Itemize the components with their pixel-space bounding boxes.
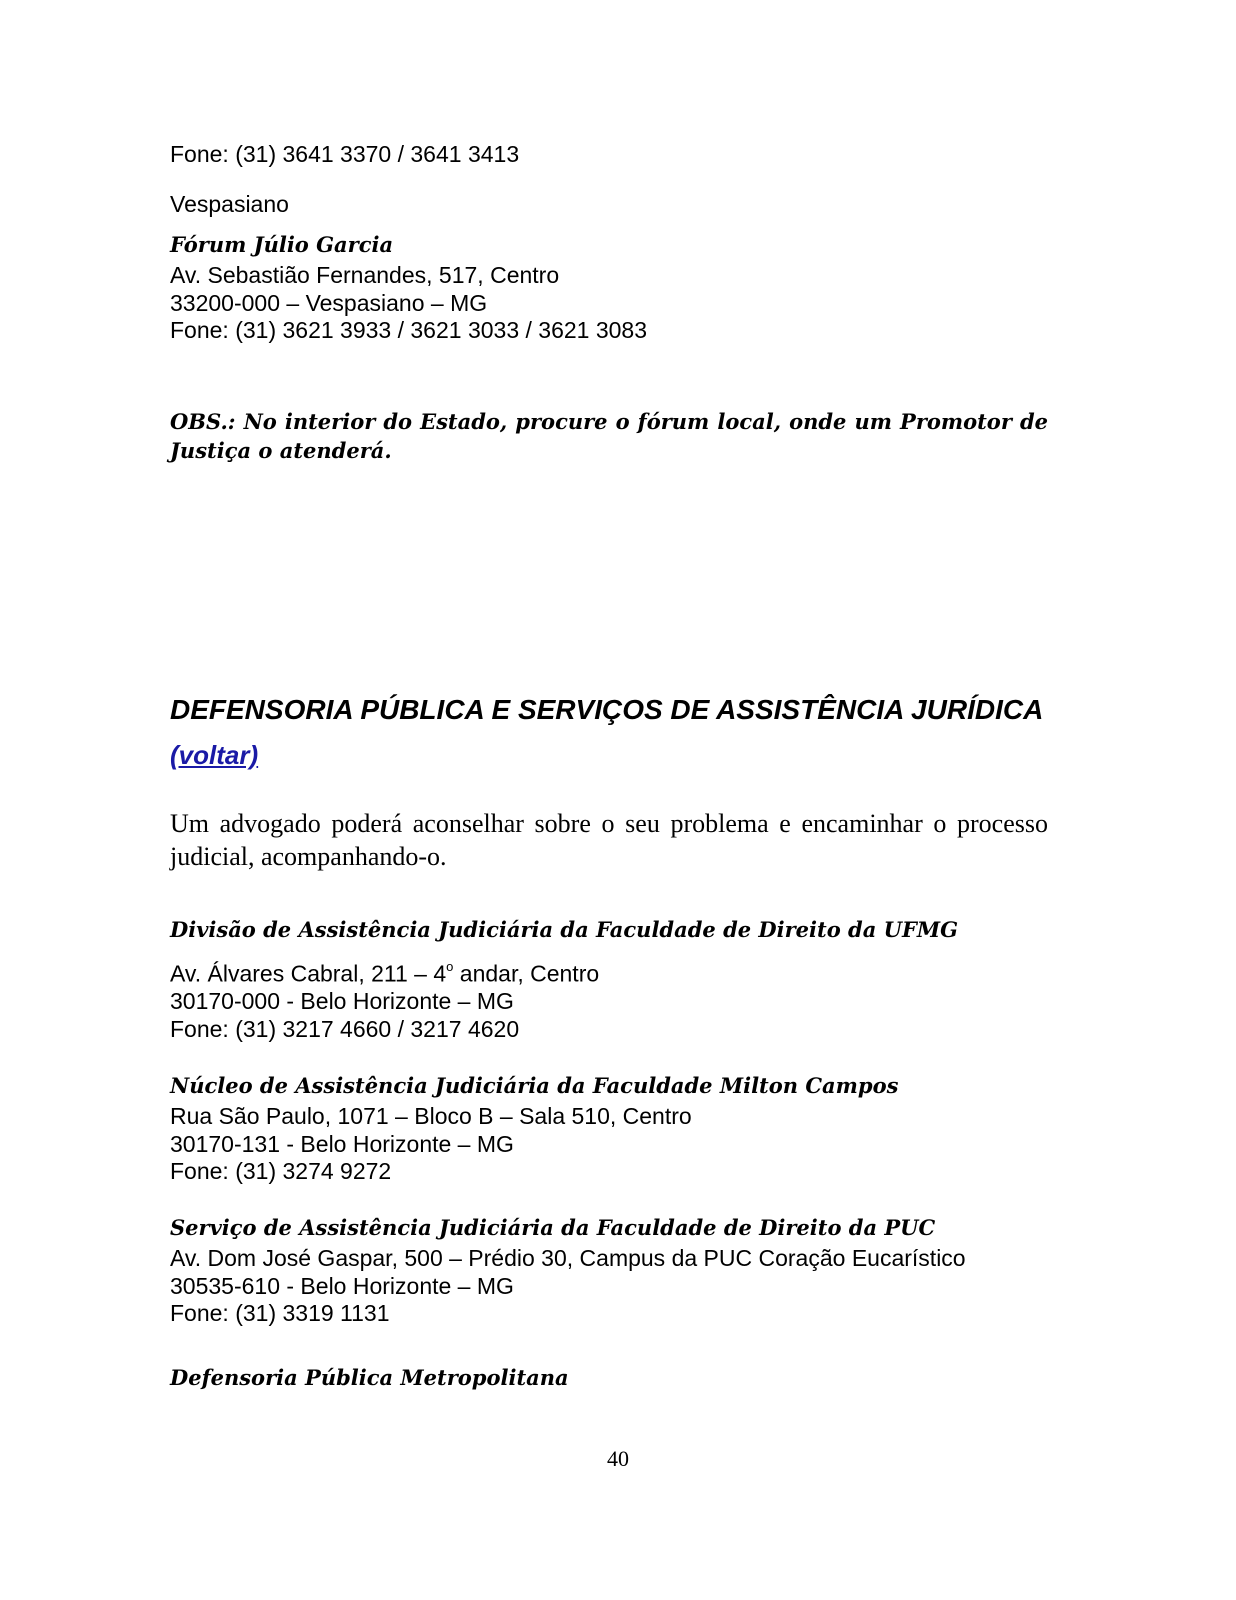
entry-name: Divisão de Assistência Judiciária da Faculdade de Direito da UFMG: [170, 917, 959, 942]
phone-line: Fone: (31) 3621 3933 / 3621 3033 / 3621 3083: [170, 317, 648, 343]
forum-entry-vespasiano: [170, 231, 1070, 345]
phone-line: Fone: (31) 3641 3370 / 3641 3413: [170, 141, 520, 167]
obs-note: OBS.: No interior do Estado, procure o fórum local, onde um Promotor de Justiça o atenderá.: [170, 409, 1048, 463]
city-line: 30535-610 - Belo Horizonte – MG: [170, 1272, 514, 1299]
page-number: 40: [607, 1446, 629, 1471]
address-line: Av. Sebastião Fernandes, 517, Centro: [170, 262, 560, 288]
entry-name: Defensoria Pública Metropolitana: [170, 1365, 569, 1390]
entry-name: Serviço de Assistência Judiciária da Faculdade de Direito da PUC: [170, 1215, 936, 1240]
entry-milton-campos: [170, 1072, 1070, 1186]
entry-defensoria: [170, 1364, 1070, 1391]
forum-name: Fórum Júlio Garcia: [170, 232, 394, 257]
city-line: 30170-000 - Belo Horizonte – MG: [170, 988, 514, 1015]
phone-line: Fone: (31) 3274 9272: [170, 1158, 392, 1184]
back-link[interactable]: (voltar): [170, 740, 259, 770]
entry-puc: [170, 1214, 1070, 1328]
address-line: Av. Dom José Gaspar, 500 – Prédio 30, Campus da PUC Coração Eucarístico: [170, 1245, 966, 1271]
entry-name: Núcleo de Assistência Judiciária da Faculdade Milton Campos: [170, 1073, 899, 1098]
section-heading: DEFENSORIA PÚBLICA E SERVIÇOS DE ASSISTÊNCIA JURÍDICA: [170, 694, 1044, 725]
address-line: Av. Álvares Cabral, 211 – 4$^o$ andar, Centro: [170, 959, 600, 987]
city-heading-vespasiano: Vespasiano: [170, 191, 289, 217]
entry-ufmg: [170, 916, 1070, 1043]
city-line: 30170-131 - Belo Horizonte – MG: [170, 1130, 514, 1157]
phone-line: Fone: (31) 3217 4660 / 3217 4620: [170, 1015, 520, 1042]
intro-paragraph: Um advogado poderá aconselhar sobre o seu problema e encaminhar o processo judicial, acompanhando-o.: [170, 809, 1048, 871]
city-line: 33200-000 – Vespasiano – MG: [170, 289, 488, 316]
address-line: Rua São Paulo, 1071 – Bloco B – Sala 510, Centro: [170, 1103, 692, 1129]
phone-line: Fone: (31) 3319 1131: [170, 1300, 390, 1326]
